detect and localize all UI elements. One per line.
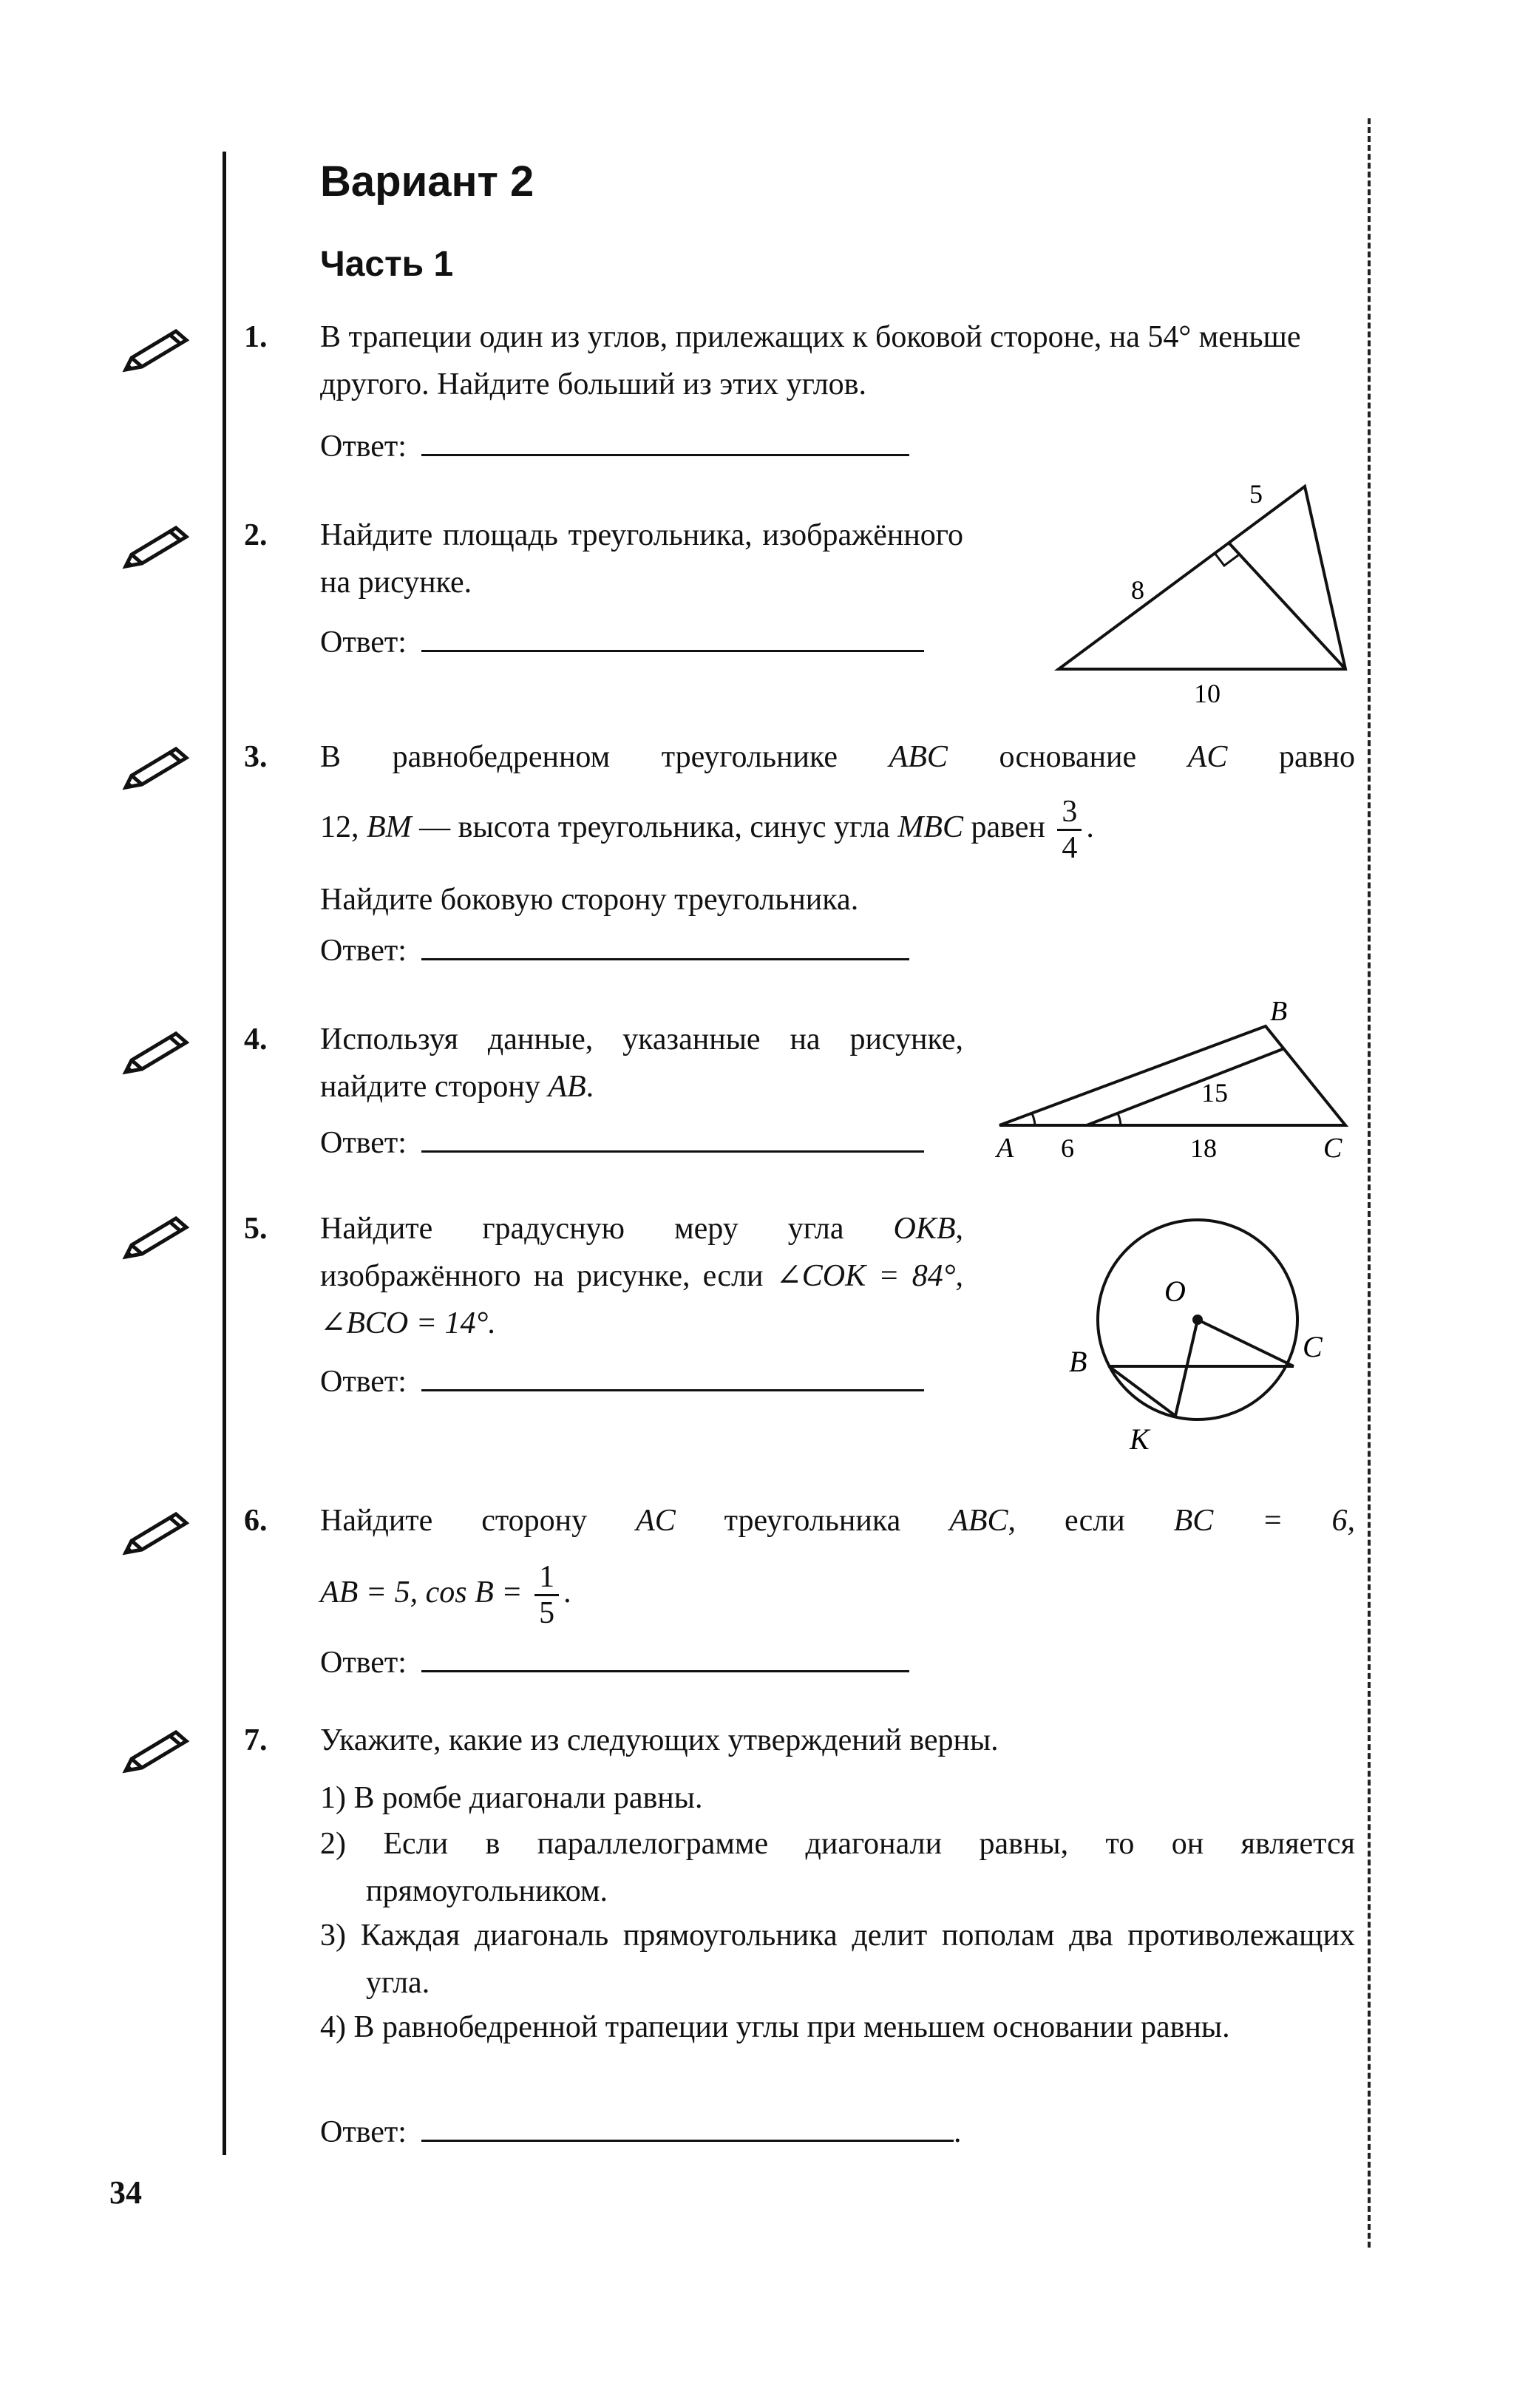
figure-triangle-2: [1050, 473, 1368, 717]
label-6: 6: [1061, 1133, 1074, 1163]
answer-row: Ответ: .: [320, 2115, 962, 2149]
label-O: O: [1164, 1275, 1186, 1308]
answer-row: [320, 933, 909, 969]
answer-label: Ответ:: [320, 934, 407, 968]
pencil-icon: [118, 325, 192, 377]
label-C: C: [1323, 1133, 1342, 1164]
label-10: 10: [1194, 679, 1221, 708]
center-point: [1192, 1315, 1203, 1325]
answer-label: Ответ:: [320, 2115, 407, 2149]
pencil-icon: [118, 743, 192, 795]
label-B: B: [1270, 998, 1288, 1027]
problem-3-line-1: В равнобедренном треугольнике ABC основание AC равно: [320, 740, 1356, 774]
segment-BK: [1109, 1366, 1175, 1416]
pencil-icon: [118, 522, 192, 574]
problem-6-line-1: Найдите сторону AC треугольника ABC, если BC = 6,: [320, 1504, 1356, 1538]
pencil-icon: [118, 1213, 192, 1264]
problem-number: 4.: [244, 1022, 268, 1057]
page-number: 34: [109, 2174, 142, 2211]
fraction: $\frac{3}{4}$: [1057, 795, 1082, 865]
answer-row: [320, 429, 909, 464]
option-1: 1) В ромбе диагонали равны.: [320, 1781, 703, 1815]
problem-number: 5.: [244, 1212, 268, 1246]
figure-circle-5: [1065, 1198, 1345, 1464]
answer-row: [320, 1645, 909, 1680]
triangle: [1059, 486, 1345, 669]
parallel-segment: [1087, 1049, 1283, 1125]
right-angle-mark: [1215, 553, 1238, 566]
angle-arc: [1118, 1113, 1121, 1125]
triangle: [999, 1026, 1345, 1125]
label-A: A: [997, 1133, 1014, 1164]
label-18: 18: [1190, 1133, 1217, 1163]
fraction: $\frac{1}{5}$: [534, 1560, 559, 1630]
answer-row: [320, 625, 924, 660]
answer-field[interactable]: [421, 933, 909, 960]
answer-field[interactable]: [421, 429, 909, 456]
label-B: B: [1069, 1345, 1087, 1378]
segment-OC: [1198, 1320, 1294, 1366]
answer-label: Ответ:: [320, 1126, 407, 1160]
label-5: 5: [1249, 479, 1263, 509]
label-C: C: [1303, 1330, 1323, 1363]
part-title: Часть 1: [320, 245, 454, 284]
label-K: K: [1130, 1422, 1150, 1456]
answer-row: [320, 1364, 924, 1400]
answer-field[interactable]: [421, 1645, 909, 1672]
variant-title: Вариант 2: [320, 157, 534, 206]
answer-field[interactable]: [421, 625, 924, 652]
option-2: 2) Если в параллелограмме диагонали равны, то он является прямоугольником.: [320, 1827, 1355, 1908]
answer-label: Ответ:: [320, 1646, 407, 1680]
problem-number: 6.: [244, 1504, 268, 1538]
problem-6-line-2: AB = 5, cos B = $\frac{1}{5}$ .: [320, 1560, 571, 1630]
pencil-icon: [118, 1028, 192, 1079]
answer-row: [320, 1125, 924, 1161]
problem-2-text: Найдите площадь треугольника, изображённого на рисунке.: [320, 518, 963, 600]
answer-label: Ответ:: [320, 430, 407, 464]
answer-label: Ответ:: [320, 625, 407, 659]
label-8: 8: [1131, 575, 1144, 605]
problem-5-text: Найдите градусную меру угла OKB, изображённого на рисунке, если ∠COK = 84°, ∠BCO = 14°.: [320, 1212, 963, 1340]
pencil-icon: [118, 1726, 192, 1778]
cut-line: [1368, 118, 1371, 2248]
problem-3-line-2: 12, BM — высота треугольника, синус угла MBC равен $\frac{3}{4}$ .: [320, 795, 1094, 865]
option-4: 4) В равнобедренной трапеции углы при меньшем основании равны.: [320, 2010, 1230, 2044]
problem-1-text: В трапеции один из углов, прилежащих к боковой стороне, на 54° меньше другого. Найдите больший из этих углов.: [320, 320, 1301, 401]
problem-number: 3.: [244, 740, 268, 774]
left-margin-rule: [223, 152, 226, 2155]
problem-number: 7.: [244, 1723, 268, 1757]
label-15: 15: [1201, 1078, 1228, 1108]
figure-triangle-4: [991, 998, 1360, 1168]
angle-arc-A: [1032, 1113, 1035, 1125]
problem-4-text: Используя данные, указанные на рисунке, найдите сторону AB.: [320, 1022, 963, 1104]
answer-field[interactable]: [421, 2114, 954, 2142]
option-3: 3) Каждая диагональ прямоугольника делит пополам два противолежащих угла.: [320, 1919, 1355, 2000]
height-line: [1229, 543, 1345, 669]
pencil-icon: [118, 1508, 192, 1560]
answer-field[interactable]: [421, 1125, 924, 1153]
problem-3-line-3: Найдите боковую сторону треугольника.: [320, 883, 859, 917]
problem-number: 1.: [244, 320, 268, 354]
answer-label: Ответ:: [320, 1365, 407, 1399]
answer-field[interactable]: [421, 1364, 924, 1391]
problem-number: 2.: [244, 518, 268, 552]
problem-7-text: Укажите, какие из следующих утверждений верны.: [320, 1723, 999, 1757]
